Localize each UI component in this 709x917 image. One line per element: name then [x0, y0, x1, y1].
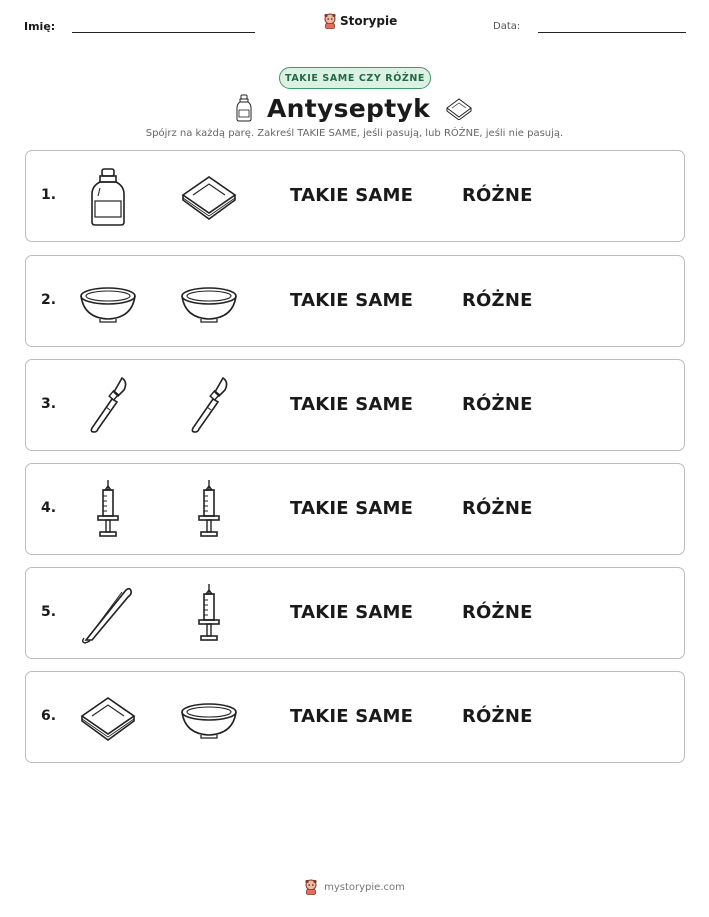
storypie-mascot-icon	[323, 13, 337, 29]
gauze-pad-icon	[444, 96, 474, 120]
brand-logo	[323, 13, 397, 29]
question-number: 5.	[41, 604, 57, 620]
name-field-line[interactable]	[72, 32, 255, 33]
bottle-icon	[76, 165, 140, 229]
tweezers-icon	[76, 582, 140, 646]
worksheet-header	[0, 0, 709, 50]
answer-same[interactable]: TAKIE SAME	[290, 706, 414, 727]
syringe-icon	[177, 582, 241, 646]
question-number: 6.	[41, 708, 57, 724]
brand-name: Storypie	[340, 14, 398, 28]
question-row	[25, 359, 685, 451]
question-row	[25, 255, 685, 347]
question-number: 1.	[41, 187, 57, 203]
answer-different[interactable]: RÓŻNE	[462, 706, 533, 727]
footer	[0, 879, 709, 895]
question-row	[25, 671, 685, 763]
question-row	[25, 463, 685, 555]
gauze-pad-icon	[177, 165, 241, 229]
question-number: 3.	[41, 396, 57, 412]
bowl-icon	[177, 686, 241, 750]
date-field-line[interactable]	[538, 32, 686, 33]
instructions-text: Spójrz na każdą parę. Zakreśl TAKIE SAME, jeśli pasują, lub RÓŻNE, jeśli nie pasują.	[145, 128, 564, 139]
answer-same[interactable]: TAKIE SAME	[290, 602, 414, 623]
name-label: Imię:	[24, 20, 56, 33]
question-row	[25, 150, 685, 242]
footer-url: mystorypie.com	[324, 881, 405, 893]
question-number: 2.	[41, 292, 57, 308]
answer-different[interactable]: RÓŻNE	[462, 498, 533, 519]
question-number: 4.	[41, 500, 57, 516]
answer-same[interactable]: TAKIE SAME	[290, 498, 414, 519]
title-row	[0, 92, 709, 124]
answer-different[interactable]: RÓŻNE	[462, 394, 533, 415]
scalpel-icon	[76, 374, 140, 438]
worksheet-type-badge: TAKIE SAME CZY RÓŻNE	[279, 67, 431, 89]
bowl-icon	[76, 270, 140, 334]
date-label: Data:	[493, 21, 521, 32]
syringe-icon	[76, 478, 140, 542]
answer-different[interactable]: RÓŻNE	[462, 290, 533, 311]
bottle-icon	[235, 94, 253, 122]
answer-different[interactable]: RÓŻNE	[462, 602, 533, 623]
answer-different[interactable]: RÓŻNE	[462, 185, 533, 206]
scalpel-icon	[177, 374, 241, 438]
gauze-pad-icon	[76, 686, 140, 750]
question-row	[25, 567, 685, 659]
answer-same[interactable]: TAKIE SAME	[290, 185, 414, 206]
storypie-mascot-icon	[304, 879, 318, 895]
page-title: Antyseptyk	[267, 93, 430, 123]
bowl-icon	[177, 270, 241, 334]
syringe-icon	[177, 478, 241, 542]
answer-same[interactable]: TAKIE SAME	[290, 290, 414, 311]
answer-same[interactable]: TAKIE SAME	[290, 394, 414, 415]
